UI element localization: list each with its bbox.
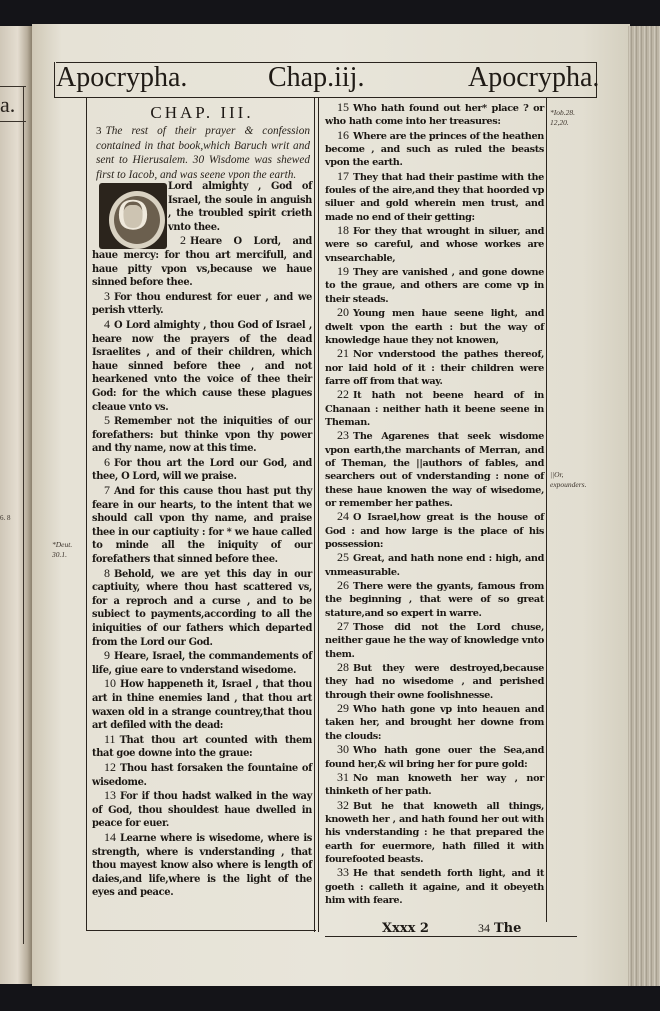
- verse: [92, 789, 312, 831]
- verse-text: Heare, Israel, the commandements of life, giue eare to vnderstand wisedome.: [92, 651, 312, 676]
- verse-number: 2: [180, 233, 186, 248]
- verse-number: 17: [337, 168, 349, 183]
- verse: [325, 265, 544, 306]
- center-column-rule-1: [314, 98, 315, 932]
- facing-page-edge: [0, 26, 32, 984]
- verse-number: 14: [104, 829, 116, 844]
- facing-page-column-rule: [23, 86, 24, 944]
- chapter-summary: [96, 124, 310, 182]
- verse: [325, 347, 544, 388]
- verse-number: 28: [337, 660, 349, 675]
- verse: [325, 702, 544, 743]
- verse: [325, 388, 544, 429]
- verse-text: But he that knoweth all things, knoweth her , and hath found her out with his vnderstanding : he that prepared the earth for euermore, hath filled it with fourefooted beasts.: [325, 800, 544, 865]
- verse: [92, 318, 312, 414]
- margin-note-job: *Iob.28. 12,20.: [550, 108, 575, 127]
- right-column-rule: [546, 98, 547, 922]
- summary-text: The rest of their prayer & confession contained in that book,which Baruch writ and sent to Hierusalem. 30 Wisdome was shewed first to Iacob, and was seene vpon the earth.: [96, 125, 310, 181]
- verse-text: For thou art the Lord our God, and thee, O Lord, will we praise.: [92, 457, 312, 483]
- verse: [325, 799, 544, 867]
- verse-number: 19: [337, 264, 349, 279]
- verse-number: 11: [104, 731, 116, 746]
- verse-number: 25: [337, 550, 349, 565]
- verse: [325, 771, 544, 799]
- verse-text: O Israel,how great is the house of God : and how large is the place of his possession:: [325, 512, 544, 550]
- catchword-text: The: [494, 921, 522, 936]
- verse-number: 12: [104, 759, 116, 774]
- verse-text: Remember not the iniquities of our forefathers: but thinke vpon thy power and thy name, now at this time.: [92, 416, 312, 455]
- running-header-left: Apocrypha.: [56, 62, 188, 93]
- verse: [325, 170, 544, 224]
- verse: [325, 429, 544, 510]
- verse: [325, 620, 544, 661]
- verse: [325, 129, 544, 170]
- verse-number: 7: [104, 483, 110, 498]
- verse-text: That thou art counted with them that goe downe into the graue:: [92, 734, 312, 760]
- facing-page-header: a.: [0, 92, 16, 117]
- verse-text: There were the gyants, famous from the beginning , that were of so great stature,and so expert in warre.: [325, 581, 544, 619]
- verse-text: But they were destroyed,because they had no wisedome , and perished through their owne foolishnesse.: [325, 663, 544, 701]
- verse-text: How happeneth it, Israel , that thou art in thine enemies land , that thou art waxen old in a strange countrey,that thou art defiled with the dead:: [92, 679, 312, 732]
- verse-text: They are vanished , and gone downe to the graue, and others are come vp in their steads.: [325, 267, 544, 305]
- verse-number: 9: [104, 648, 110, 663]
- verse-text: It hath not beene heard of in Chanaan : neither hath it beene seene in Theman.: [325, 390, 544, 428]
- verse-text: Who hath gone ouer the Sea,and found her,& wil bring her for pure gold:: [325, 745, 544, 770]
- verse-text: Lord almighty , God of Israel, the soule in anguish , the troubled spirit crieth vnto thee.: [168, 181, 312, 233]
- frame-left-rule: [54, 62, 55, 98]
- verse-text: Thou hast forsaken the fountaine of wisedome.: [92, 762, 312, 788]
- verse-number: 33: [337, 865, 349, 880]
- verse: [325, 661, 544, 702]
- verse-number: 16: [337, 127, 349, 142]
- verse-text: Behold, we are yet this day in our captiuity, where thou hast scattered vs, for a reproch and a curse , and to be subiect to payments,according to all the iniquities of our fathers which departed from the Lord our God.: [92, 568, 312, 648]
- verse-text: Who hath found out her* place ? or who hath come into her treasures:: [325, 103, 544, 128]
- verse: [92, 484, 312, 567]
- verse-text: Those did not the Lord chuse, neither gaue he the way of knowledge vnto them.: [325, 622, 544, 660]
- left-text-column: [92, 180, 312, 900]
- verse-number: 5: [104, 413, 110, 428]
- verse: [92, 290, 312, 318]
- verse-number: 6: [104, 454, 110, 469]
- verse-text: No man knoweth her way , nor thinketh of her path.: [325, 772, 544, 798]
- right-text-column: [325, 101, 544, 907]
- verse-number: 3: [104, 288, 110, 303]
- summary-verse-number: 3: [96, 125, 102, 137]
- verse-text: He that sendeth forth light, and it goeth : calleth it againe, and it obeyeth him with feare.: [325, 868, 544, 906]
- verse: [92, 456, 312, 484]
- verse-text: Great, and hath none end : high, and vnmeasurable.: [325, 553, 544, 578]
- verse-text: Who hath gone vp into heauen and taken her, and brought her downe from the clouds:: [325, 704, 544, 742]
- verse: [325, 743, 544, 771]
- verse-number: 30: [337, 742, 349, 757]
- bottom-rule-left: [86, 930, 316, 931]
- verse: [325, 101, 544, 129]
- verse: [92, 567, 312, 650]
- verse-number: 10: [104, 676, 116, 691]
- verse-number: 27: [337, 619, 349, 634]
- verse: [92, 649, 312, 677]
- verse: [325, 510, 544, 551]
- verse-text: They that had their pastime with the foules of the aire,and they that hoorded vp siluer and gold wherein men trust, and made no end of their getting:: [325, 171, 544, 223]
- verse-number: 4: [104, 316, 110, 331]
- verse-number: 20: [337, 305, 349, 320]
- running-header-right: Apocrypha.: [468, 62, 600, 93]
- page-edges: [628, 26, 660, 986]
- verse-text: For they that wrought in siluer, and were so careful, and whose workes are vnsearchable,: [325, 226, 544, 264]
- initial-letter: O: [117, 190, 149, 239]
- verse-number: 31: [337, 769, 349, 784]
- verse: [325, 306, 544, 347]
- verse-number: 29: [337, 701, 349, 716]
- chapter-title: CHAP. III.: [150, 103, 254, 122]
- verse: [92, 677, 312, 732]
- verse-text: And for this cause thou hast put thy feare in our hearts, to the intent that we should call vpon thy name, and praise thee in our captiuity : for * we haue called to minde all the iniquity of our forefathers that sinned before thee.: [92, 486, 312, 566]
- verse-text: Young men haue seene light, and dwelt vpon the earth : but the way of knowledge haue they not knowen,: [325, 308, 544, 346]
- center-column-rule-2: [318, 98, 319, 932]
- left-column-rule: [86, 98, 87, 930]
- margin-note-or: ||Or, expounders.: [550, 470, 587, 489]
- verse-text: Where are the princes of the heathen become , and such as ruled the beasts vpon the earth.: [325, 130, 544, 169]
- verse: [325, 579, 544, 620]
- bottom-rule-right: [325, 936, 577, 937]
- verse: [92, 733, 312, 761]
- verse: [325, 224, 544, 265]
- verse-text: O Lord almighty , thou God of Israel , heare now the prayers of the dead Israelites , and of their children, which haue sinned before thee , and not hearkened vnto the voice of thee their God: for the which cause these plagues cleaue vnto vs.: [92, 319, 312, 413]
- verse-text: For if thou hadst walked in the way of God, thou shouldest haue dwelled in peace for euer.: [92, 791, 312, 830]
- verse: [92, 234, 312, 289]
- catchword: [478, 921, 521, 936]
- verse-number: 13: [104, 788, 116, 803]
- facing-page-margin-note: 6. 8: [0, 514, 11, 522]
- verse-text: The Agarenes that seek wisdome vpon earth,the marchants of Merran, and of Theman, the ||authors of fables, and searchers out of vnderstanding : none of these haue knowen the way of wisedome, or remember her pathes.: [325, 431, 544, 509]
- verse-text: Nor vnderstood the pathes thereof, nor laid hold of it : their children were farre off from that way.: [325, 349, 544, 387]
- verse-number: 21: [337, 346, 349, 361]
- verse-number: 8: [104, 565, 110, 580]
- margin-note-deut: *Deut. 30.1.: [52, 540, 73, 559]
- verse: [92, 761, 312, 789]
- verse-number: 24: [337, 509, 349, 524]
- verse-number: 15: [337, 100, 349, 114]
- verse-number: 23: [337, 428, 349, 443]
- verse-text: Heare O Lord, and haue mercy: for thou art mercifull, and haue pitty vpon vs,because we haue sinned before thee.: [92, 236, 312, 289]
- verse: [325, 551, 544, 579]
- verse-text: Learne where is wisedome, where is strength, where is vnderstanding , that thou mayest know also where is length of daies,and life,where is the light of the eyes and peace.: [92, 832, 312, 899]
- verse-number: 18: [337, 223, 349, 238]
- verse: [325, 866, 544, 907]
- verse-number: 22: [337, 387, 349, 402]
- verse-text: For thou endurest for euer , and we perish vtterly.: [92, 291, 312, 317]
- verse-number: 26: [337, 578, 349, 593]
- initial-spacer: [92, 180, 168, 242]
- verse-number: 32: [337, 797, 349, 812]
- verse: [92, 414, 312, 456]
- catchword-number: 34: [478, 921, 490, 935]
- signature-mark: Xxxx 2: [382, 921, 429, 936]
- verse: [92, 831, 312, 900]
- running-header-chapter: Chap.iij.: [268, 62, 365, 93]
